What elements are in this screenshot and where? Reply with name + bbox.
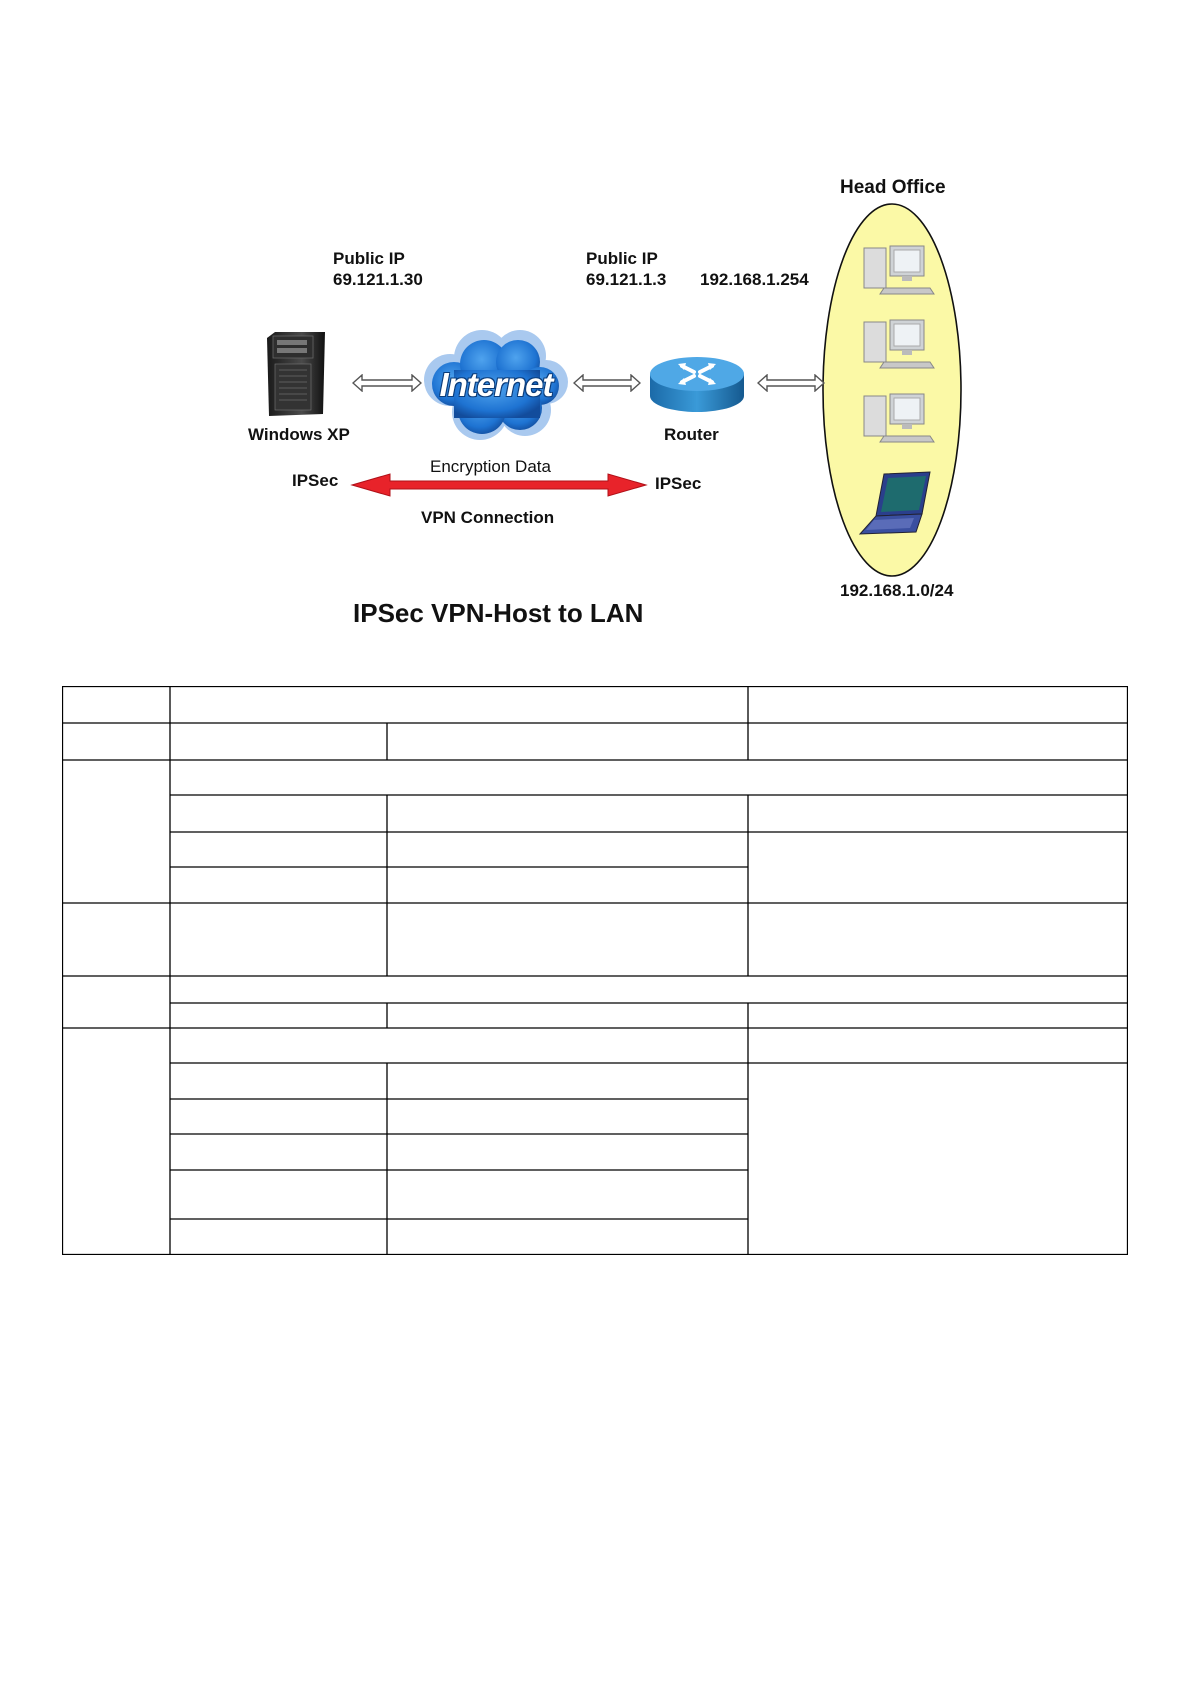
router-label: Router: [664, 425, 719, 444]
config-table-grid: [62, 686, 1128, 1255]
link-arrow-internet-router: [573, 374, 641, 392]
router-icon: [648, 354, 746, 414]
host-public-ip: 69.121.1.30: [333, 270, 423, 289]
laptop-icon: [858, 470, 932, 538]
desktop-pc-icon: [860, 392, 936, 448]
head-office-subnet: 192.168.1.0/24: [840, 581, 954, 600]
tunnel-bottom-label: VPN Connection: [421, 508, 555, 527]
tunnel-right-label: IPSec: [655, 474, 702, 493]
tunnel-top-label: Encryption Data: [430, 457, 551, 476]
table-border: [63, 687, 1128, 1255]
router-public-ip-label: Public IP: [586, 249, 658, 268]
desktop-pc-icon: [860, 318, 936, 374]
link-arrow-host-internet: [352, 374, 422, 392]
host-label: Windows XP: [248, 425, 350, 444]
link-arrow-router-lan: [757, 374, 825, 392]
tunnel-left-label: IPSec: [292, 471, 339, 490]
server-tower-icon: [265, 330, 327, 418]
internet-label: Internet: [439, 366, 553, 403]
head-office-label: Head Office: [840, 177, 946, 198]
diagram-title: IPSec VPN-Host to LAN: [353, 598, 644, 628]
desktop-pc-icon: [860, 244, 936, 300]
router-lan-ip: 192.168.1.254: [700, 270, 809, 289]
host-public-ip-label: Public IP: [333, 249, 405, 268]
router-public-ip: 69.121.1.3: [586, 270, 667, 289]
